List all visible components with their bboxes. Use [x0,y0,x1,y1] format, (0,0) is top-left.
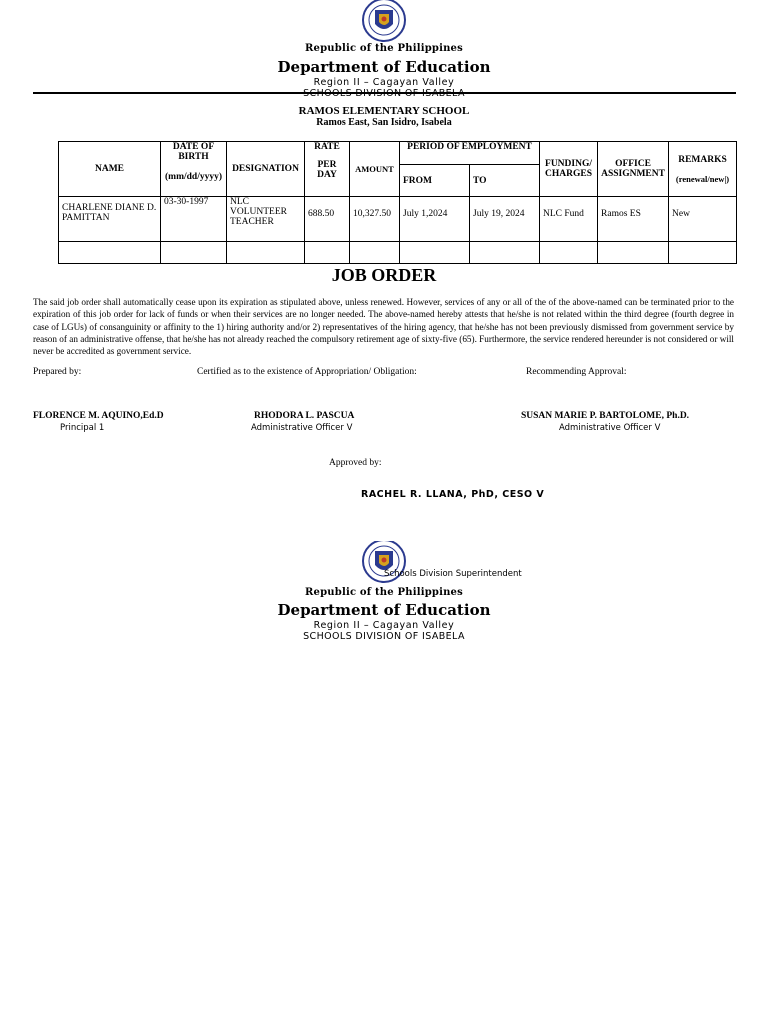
header-dob-label: DATE OF BIRTH [172,142,215,162]
header-office: OFFICE ASSIGNMENT [598,142,669,197]
terms-paragraph: The said job order shall automatically cease upon its expiration as stipulated above, unless renewed. However, services of any or all of the of the above-named can be terminated prior to the expiration of this job order for lack of funds or when their services are no longer needed. The above-named hereby attests that he/she is not related within the third degree (fourth degree in case of LGUs) of consanguinity or affinity to the 1) hiring authority and/or 2) representatives of the hiring agency, that he/she has not been previously dismissed from government service by reason of an administrative offense, that he/she has not already reached the compulsory retirement age of sixty-five (65). Furthermore, the service rendered hereunder is not considered or will never be accredited as government service. [33,297,734,357]
prepared-by-label: Prepared by: [33,367,82,377]
recommending-label: Recommending Approval: [526,367,627,377]
header-rate [305,142,350,197]
table-row-empty [59,242,737,264]
republic-text-bottom: Republic of the Philippines [305,587,463,598]
cell-designation: NLC VOLUNTEER TEACHER [227,197,305,242]
header-remarks-sub: (renewal/new|) [675,173,730,184]
job-order-table [58,141,737,264]
header-designation: DESIGNATION [227,142,305,197]
school-address: Ramos East, San Isidro, Isabela [316,117,452,128]
recommending-name: SUSAN MARIE P. BARTOLOME, Ph.D. [521,411,690,421]
header-to: TO [470,165,540,197]
header-funding: FUNDING/ CHARGES [540,142,598,197]
division-text-bottom: SCHOOLS DIVISION OF ISABELA [303,631,465,642]
approved-position: Schools Division Superintendent [384,569,522,579]
header-remarks [669,142,737,197]
cell-funding: NLC Fund [540,197,598,242]
school-name: RAMOS ELEMENTARY SCHOOL [298,105,470,117]
region-text-bottom: Region II – Cagayan Valley [313,620,455,631]
header-rate-label: RATE [314,142,340,152]
department-text: Department of Education [277,58,491,76]
header-name: NAME [59,142,161,197]
cell-to: July 19, 2024 [470,197,540,242]
cell-from: July 1,2024 [400,197,470,242]
table-row [59,197,737,242]
cell-name: CHARLENE DIANE D. PAMITTAN [59,197,161,242]
cell-amount: 10,327.50 [350,197,400,242]
header-dob-format: (mm/dd/yyyy) [165,172,222,182]
cell-rate: 688.50 [305,197,350,242]
department-text-bottom: Department of Education [277,601,491,619]
certified-label: Certified as to the existence of Appropriation/ Obligation: [197,367,417,377]
cell-dob: 03-30-1997 [161,197,227,242]
approved-by-label: Approved by: [329,458,382,468]
header-remarks-label: REMARKS [678,154,727,165]
certified-position: Administrative Officer V [251,423,353,433]
cell-office: Ramos ES [598,197,669,242]
header-period: PERIOD OF EMPLOYMENT [400,142,540,165]
header-per-day: PER DAY [317,160,337,180]
deped-seal-logo [359,0,409,44]
prepared-name: FLORENCE M. AQUINO,Ed.D [33,411,164,421]
recommending-position: Administrative Officer V [559,423,661,433]
header-divider [33,92,736,94]
cell-remarks: New [669,197,737,242]
certified-name: RHODORA L. PASCUA [254,411,355,421]
header-dob [161,142,227,197]
approved-name: RACHEL R. LLANA, PhD, CESO V [361,489,545,500]
header-amount: AMOUNT [350,142,400,197]
republic-text: Republic of the Philippines [305,43,463,54]
header-from: FROM [400,165,470,197]
region-text: Region II – Cagayan Valley [313,77,455,88]
prepared-position: Principal 1 [60,423,105,433]
document-title: JOB ORDER [331,265,437,285]
